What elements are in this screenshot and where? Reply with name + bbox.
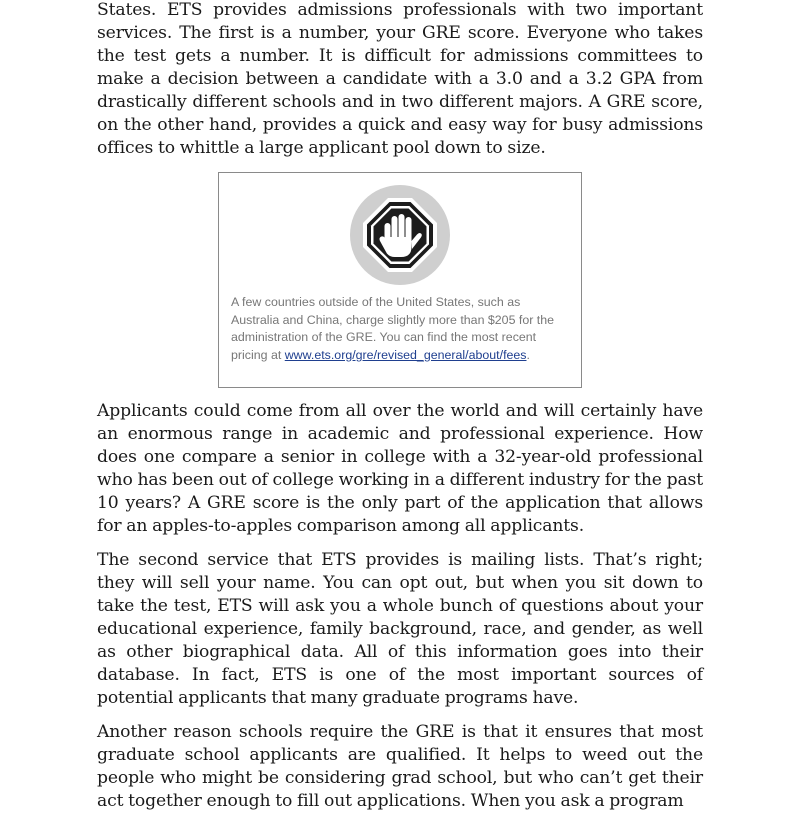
body-paragraph-3: The second service that ETS provides is mailing lists. That’s right; they will sell your name. You can opt out, but when you sit down to take the test, ETS will ask you a whole bunch of questions about your educational experience, family background, race, and gender, as well as other biographical data. All of this information goes into their database. In fact, ETS is one of the most important sources of potential applicants that many graduate programs have. [97,550,703,708]
ets-fees-link[interactable]: www.ets.org/gre/revised_general/about/fees [284,347,527,362]
stop-hand-icon [350,185,450,285]
body-paragraph-4: Another reason schools require the GRE is that it ensures that most graduate school applicants are qualified. It helps to weed out the people who might be considering grad school, but who can’t get their act together enough to fill out applications. When you ask a program [97,722,703,811]
body-paragraph-1: States. ETS provides admissions professionals with two important services. The first is a number, your GRE score. Everyone who takes the test gets a number. It is difficult for admissions committees to make a decision between a candidate with a 3.0 and a 3.2 GPA from drastically different schools and in two different majors. A GRE score, on the other hand, provides a quick and easy way for busy admissions offices to whittle a large applicant pool down to size. [97,0,703,158]
callout-note-text [231,294,571,364]
callout-body-text: A few countries outside of the United States, such as Australia and China, charge slightly more than $205 for the administration of the GRE. You can find the most recent pricing at [231,295,555,362]
note-callout-box [218,172,582,388]
callout-trailing-period: . [526,347,530,362]
body-paragraph-2: Applicants could come from all over the world and will certainly have an enormous range in academic and professional experience. How does one compare a senior in college with a 32-year-old professional who has been out of college working in a different industry for the past 10 years? A GRE score is the only part of the application that allows for an apples-to-apples comparison among all applicants. [97,401,703,536]
